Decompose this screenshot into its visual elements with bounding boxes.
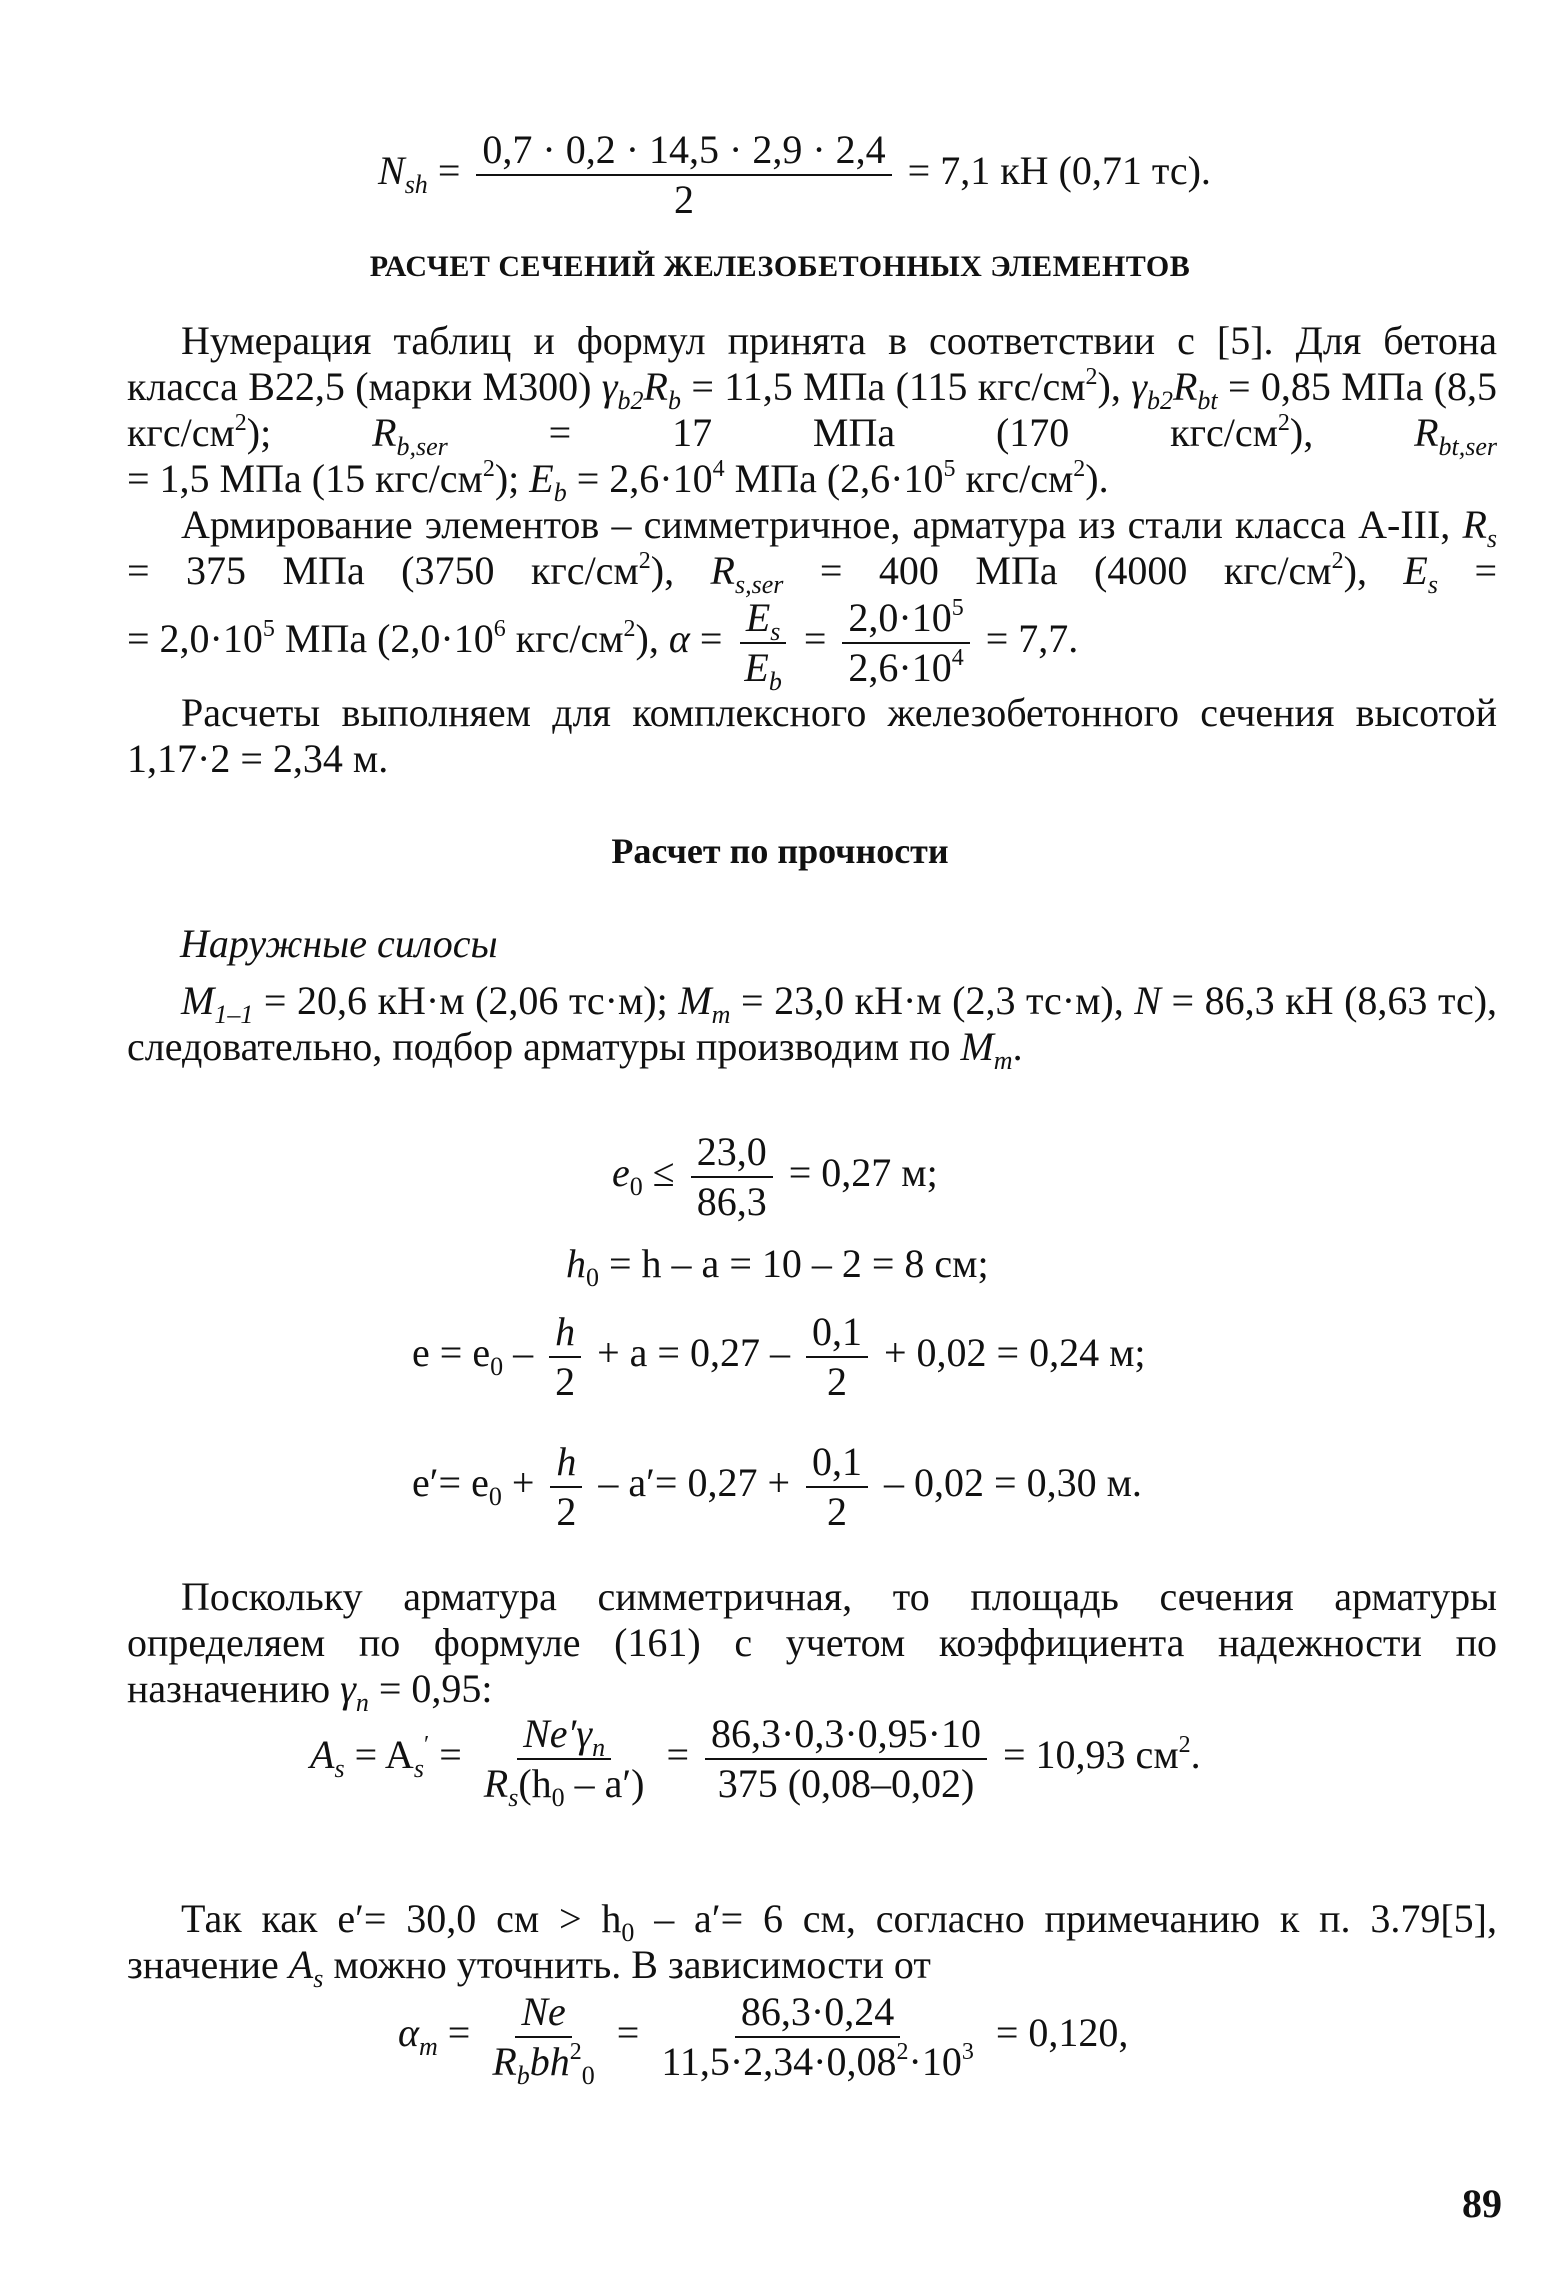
equation-nsh: $N_{sh}$ = $\frac{0,7 \cdot 0,2 \cdot 14,5 \cdot 2,9 \cdot 2,4}{2}$ = 7,1 кН (0,71 тс). bbox=[378, 127, 1211, 222]
equation-e0: $e_0$ ≤ $\frac{23,0}{86,3}$ = 0,27 м; bbox=[612, 1129, 938, 1224]
subheading-strength: Расчет по прочности bbox=[611, 831, 949, 871]
equation-e-prime: $e'= e_0$ + $\frac{h}{2}$ – a′= 0,27 + $\frac{0,1}{2}$ – 0,02 = 0,30 м. bbox=[412, 1439, 1142, 1534]
paragraph-concrete: Нумерация таблиц и формул принята в соответствии с [5]. Для бетона класса В22,5 (марки М300) $\gamma_{b2}R_b = 11,5$ МПа (115 кгс/$см^2$), $\gamma_{b2}R_{bt} = 0,85$ МПа (8,5 кгс/$см^2$); $R_{b,ser} = 17$ МПа (170 кгс/$см^2$), $R_{bt,ser}$ bbox=[127, 318, 1498, 461]
equation-e: $e = e_0$ – $\frac{h}{2}$ + a = 0,27 – $\frac{0,1}{2}$ + 0,02 = 0,24 м; bbox=[412, 1309, 1146, 1404]
page-number: 89 bbox=[1462, 2181, 1502, 2226]
paragraph-section-height: Расчеты выполняем для комплексного железобетонного сечения высотой 1,17·2 = 2,34 м. bbox=[127, 690, 1497, 781]
equation-h0: $h_0 = h - a = 10 - 2 = 8$ см; bbox=[566, 1241, 989, 1292]
section-heading: РАСЧЕТ СЕЧЕНИЙ ЖЕЛЕЗОБЕТОННЫХ ЭЛЕМЕНТОВ bbox=[369, 250, 1191, 283]
subheading-outer-silos: Наружные силосы bbox=[180, 921, 498, 966]
equation-as: $A_s = A_s'$ = $\frac{Ne'\gamma_n}{R_s(h_0 - a')}$ = $\frac{86,3\cdot 0,3\cdot 0,95\cdot 10}{375 (0,08-0,02)}$ = 10,93 $см^2$. bbox=[310, 1711, 1201, 1812]
paragraph-refine: Так как e′= 30,0 см > $h_0 - a'= 6$ см, согласно примечанию к п. 3.79[5], значение $A_s$ можно уточнить. В зависимости от bbox=[127, 1896, 1498, 1993]
paragraph-moments: $M_{1-1} = 20,6$ кН·м (2,06 тс·м); $M_m = 23,0$ кН·м (2,3 тс·м), N = 86,3 кН (8,63 тс), следовательно, подбор арматуры производим по $M_m$. bbox=[127, 978, 1498, 1075]
paragraph-reinforcement: Армирование элементов – симметричное, арматура из стали класса А-III, $R_s = 375$ МПа (3750 кгс/$см^2$), $R_{s,ser} = 400$ МПа (4000 кгс/$см^2$), $E_s$ = bbox=[127, 502, 1498, 599]
paragraph-symmetric: Поскольку арматура симметричная, то площадь сечения арматуры определяем по формуле (161) с учетом коэффициента надежности по назначению $\gamma_n = 0,95$: bbox=[127, 1574, 1497, 1717]
paragraph-concrete-end: = 1,5 МПа (15 кгс/$см^2$); $E_b = 2,6\cdot 10^4$ МПа ($2,6\cdot 10^5$ кгс/$см^2$). bbox=[127, 456, 1109, 507]
equation-alpha-m: $\alpha_m$ = $\frac{Ne}{R_bbh^2_0}$ = $\frac{86,3\cdot 0,24}{11,5\cdot 2,34\cdot 0,08^2\cdot 10^3}$ = 0,120, bbox=[398, 1989, 1129, 2090]
equation-alpha: = $2,0\cdot 10^5$ МПа ($2,0\cdot 10^6$ кгс/$см^2$), α = $\frac{E_s}{E_b}$ = $\frac{2,0\cdot 10^5}{2,6\cdot 10^4}$ = 7,7. bbox=[127, 595, 1079, 696]
